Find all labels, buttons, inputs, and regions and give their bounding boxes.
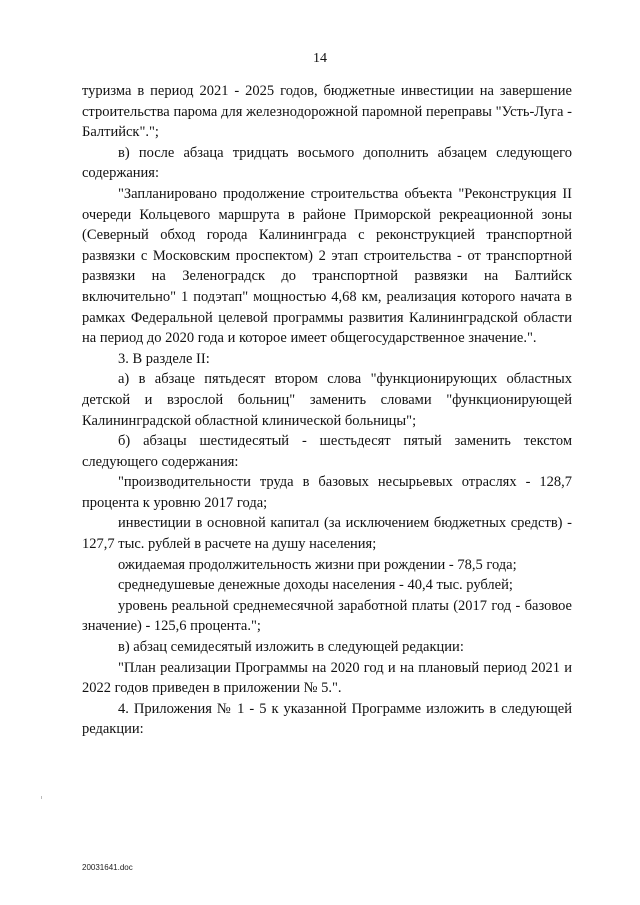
paragraph-income: среднедушевые денежные доходы населения - 40,4 тыс. рублей; [118,577,513,594]
scan-mark [41,796,42,799]
paragraph-quoted-object: "Запланировано продолжение строительства объекта "Реконструкция II очереди Кольцевого маршрута в районе Приморской рекреационной зоны (Северный обход города Калининграда с реконструкцией транспортной развязки с Московским проспектом) 2 этап строительства - от транспортной развязки на Зеленоградск до транспортной развязки на Балтийск включительно" 1 подэтап" мощностью 4,68 км, реализация которого начата в рамках Федеральной целевой программы развития Калининградской области на период до 2020 года и которое имеет общегосударственное значение.". [82,185,572,347]
paragraph-productivity: "производительности труда в базовых несырьевых отраслях - 128,7 процента к уровню 2017 года; [82,474,572,511]
paragraph-item-v-insert: в) после абзаца тридцать восьмого дополнить абзацем следующего содержания: [82,144,572,182]
paragraph-item-b: б) абзацы шестидесятый - шестьдесят пятый заменить текстом следующего содержания: [82,433,572,470]
document-body [82,81,572,740]
paragraph-item-v: в) абзац семидесятый изложить в следующей редакции: [118,639,464,656]
paragraph-plan: "План реализации Программы на 2020 год и на плановый период 2021 и 2022 годов приведен в приложении № 5.". [82,659,572,697]
paragraph-item-a: а) в абзаце пятьдесят втором слова "функционирующих областных детской и взрослой больниц" заменить словами "функционирующей Калининградской областной клинической больницы"; [82,371,572,429]
paragraph-wages: уровень реальной среднемесячной заработной платы (2017 год - базовое значение) - 125,6 процента."; [82,597,572,635]
paragraph-life-expectancy: ожидаемая продолжительность жизни при рождении - 78,5 года; [118,556,517,573]
page-number: 14 [313,51,327,66]
paragraph-section-3: 3. В разделе II: [118,350,210,367]
paragraph-continuation: туризма в период 2021 - 2025 годов, бюджетные инвестиции на завершение строительства парома для железнодорожной паромной переправы "Усть-Луга - Балтийск"."; [82,83,572,141]
paragraph-section-4: 4. Приложения № 1 - 5 к указанной Программе изложить в следующей редакции: [82,700,572,738]
footer-filename: 20031641.doc [82,863,133,872]
paragraph-investments: инвестиции в основной капитал (за исключением бюджетных средств) - 127,7 тыс. рублей в расчете на душу населения; [82,515,572,553]
